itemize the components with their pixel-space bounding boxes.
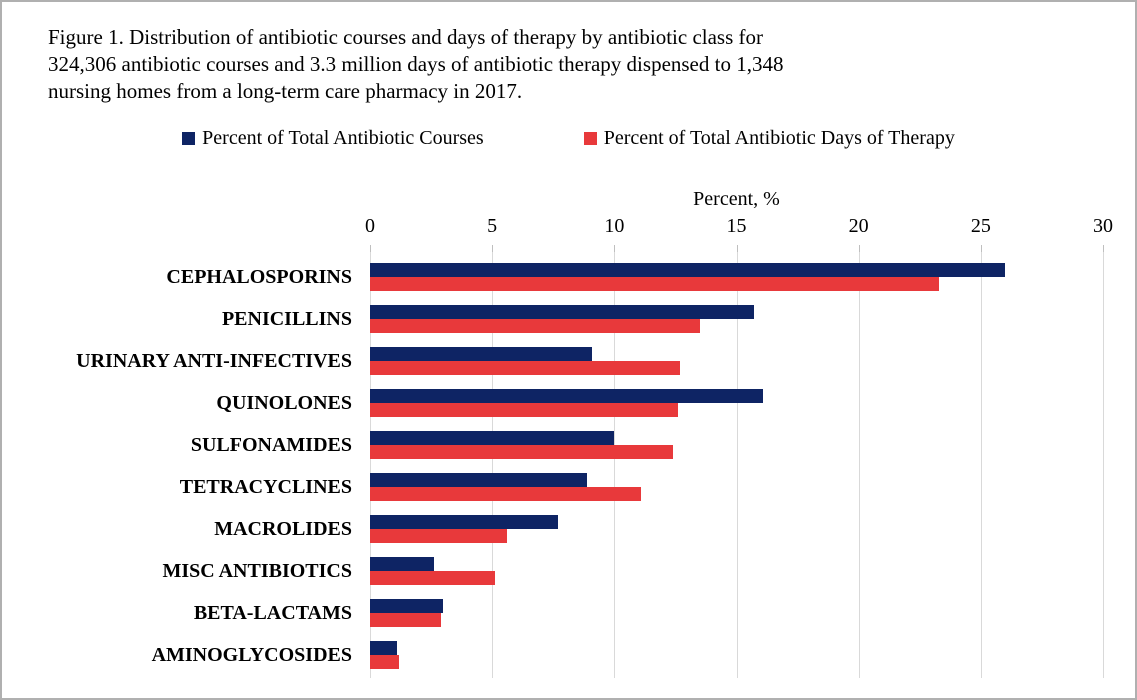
category-label-misc-antibiotics: MISC ANTIBIOTICS: [162, 560, 352, 582]
category-label-sulfonamides: SULFONAMIDES: [190, 434, 352, 456]
days-of-therapy-bar-macrolides: [370, 529, 507, 543]
gridline: [981, 252, 982, 678]
figure-title-line-2: 324,306 antibiotic courses and 3.3 million days of antibiotic therapy dispensed to 1,348: [48, 52, 784, 76]
courses-bar-quinolones: [370, 389, 763, 403]
category-label-penicillins: PENICILLINS: [221, 308, 352, 330]
x-axis-tick-mark: [492, 245, 493, 252]
x-axis-tick-mark: [1103, 245, 1104, 252]
courses-bar-beta-lactams: [370, 599, 443, 613]
days-of-therapy-bar-aminoglycosides: [370, 655, 399, 669]
courses-bar-urinary-anti-infectives: [370, 347, 592, 361]
legend-label-days-of-therapy: Percent of Total Antibiotic Days of Therapy: [603, 127, 955, 149]
x-axis-tick-mark: [737, 245, 738, 252]
courses-bar-penicillins: [370, 305, 754, 319]
figure-title-line-3: nursing homes from a long-term care pharmacy in 2017.: [48, 79, 523, 103]
days-of-therapy-swatch-icon: [584, 132, 597, 145]
x-axis-tick-mark: [859, 245, 860, 252]
courses-bar-sulfonamides: [370, 431, 614, 445]
courses-bar-aminoglycosides: [370, 641, 397, 655]
chart-legend: [2, 127, 1135, 150]
x-axis-tick-label: 5: [487, 215, 498, 237]
category-label-cephalosporins: CEPHALOSPORINS: [166, 266, 352, 288]
x-axis-tick-mark: [614, 245, 615, 252]
x-axis-tick-label: 10: [604, 215, 625, 237]
x-axis-tick-mark: [370, 245, 371, 252]
days-of-therapy-bar-beta-lactams: [370, 613, 441, 627]
days-of-therapy-bar-cephalosporins: [370, 277, 939, 291]
category-label-macrolides: MACROLIDES: [214, 518, 352, 540]
courses-bar-misc-antibiotics: [370, 557, 434, 571]
courses-bar-macrolides: [370, 515, 558, 529]
x-axis-title: Percent, %: [693, 188, 780, 210]
x-axis-tick-mark: [981, 245, 982, 252]
days-of-therapy-bar-urinary-anti-infectives: [370, 361, 680, 375]
legend-item-days-of-therapy: [584, 127, 955, 150]
days-of-therapy-bar-sulfonamides: [370, 445, 673, 459]
figure-title-line-1: Figure 1. Distribution of antibiotic courses and days of therapy by antibiotic class for: [48, 25, 764, 49]
category-label-quinolones: QUINOLONES: [216, 392, 352, 414]
x-axis-tick-label: 0: [365, 215, 375, 237]
category-label-aminoglycosides: AMINOGLYCOSIDES: [151, 644, 352, 666]
legend-label-courses: Percent of Total Antibiotic Courses: [202, 127, 484, 149]
x-axis-tick-label: 25: [970, 215, 991, 237]
courses-bar-cephalosporins: [370, 263, 1005, 277]
legend-item-courses: [182, 127, 484, 150]
days-of-therapy-bar-quinolones: [370, 403, 678, 417]
days-of-therapy-bar-penicillins: [370, 319, 700, 333]
x-axis-tick-label: 15: [726, 215, 747, 237]
plot-area: [370, 252, 1103, 678]
courses-swatch-icon: [182, 132, 195, 145]
days-of-therapy-bar-tetracyclines: [370, 487, 641, 501]
gridline: [1103, 252, 1104, 678]
days-of-therapy-bar-misc-antibiotics: [370, 571, 495, 585]
category-label-tetracyclines: TETRACYCLINES: [179, 476, 352, 498]
category-label-beta-lactams: BETA-LACTAMS: [193, 602, 352, 624]
x-axis-tick-label: 20: [848, 215, 869, 237]
category-label-urinary-anti-infectives: URINARY ANTI-INFECTIVES: [76, 350, 352, 372]
figure-title: [48, 24, 783, 105]
x-axis-tick-label: 30: [1093, 215, 1113, 237]
courses-bar-tetracyclines: [370, 473, 587, 487]
gridline: [859, 252, 860, 678]
